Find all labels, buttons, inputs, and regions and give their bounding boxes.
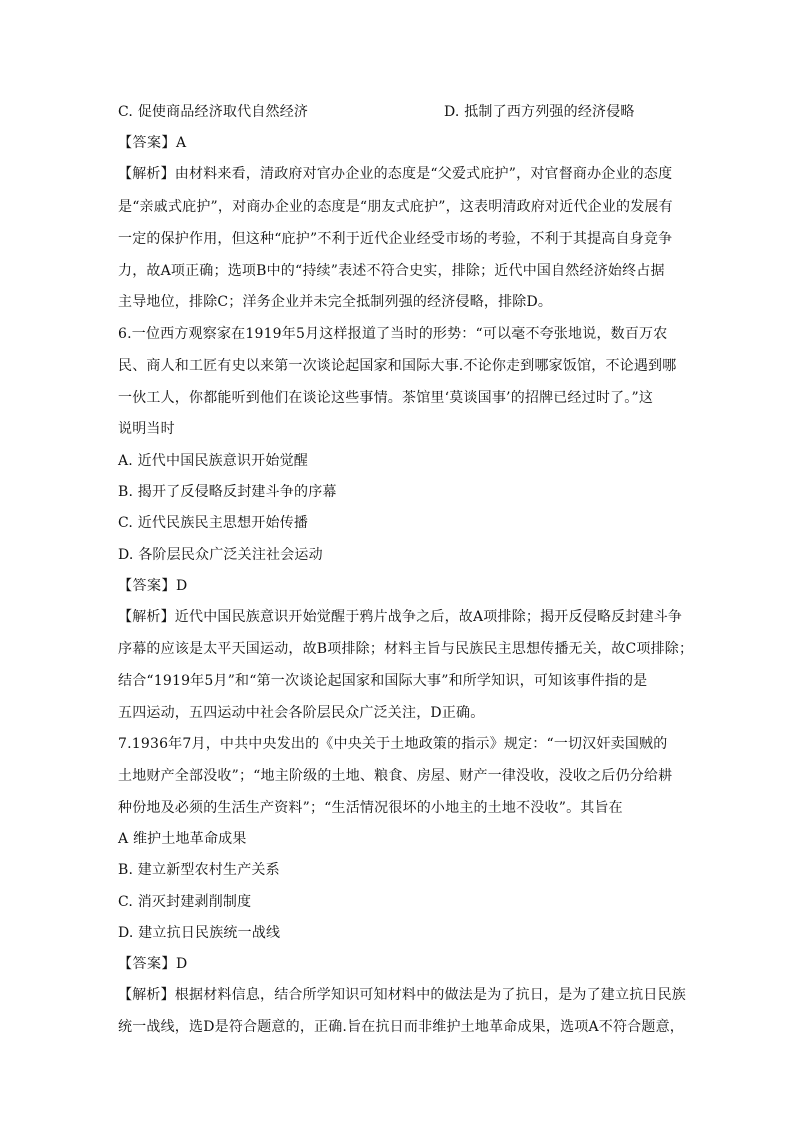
option-d: D. 建立抗日民族统一战线 — [118, 925, 281, 941]
option-c: C. 消灭封建剥削制度 — [118, 894, 252, 910]
answer-label: 【答案】A — [118, 135, 187, 151]
analysis-line: 结合“1919年5月”和“第一次谈论起国家和国际大事”和所学知识，可知该事件指的是 — [118, 673, 648, 689]
analysis-line: 一定的保护作用，但这种“庇护”不利于近代企业经受市场的考验，不利于其提高自身竞争 — [118, 231, 673, 247]
question-stem: 7.1936年7月，中共中央发出的《中央关于土地政策的指示》规定：“一切汉奸卖国贼的 — [118, 736, 668, 752]
option-c: C. 近代民族民主思想开始传播 — [118, 515, 309, 531]
analysis-line: 力，故A项正确；选项B中的“持续”表述不符合史实，排除；近代中国自然经济始终占据 — [118, 263, 665, 279]
option-c: C. 促使商品经济取代自然经济 — [118, 104, 309, 120]
analysis-line: 【解析】根据材料信息，结合所学知识可知材料中的做法是为了抗日，是为了建立抗日民族 — [118, 987, 686, 1003]
analysis-line: 序幕的应该是太平天国运动，故B项排除；材料主旨与民族民主思想传播无关，故C项排除； — [118, 641, 694, 657]
option-a: A 维护土地革命成果 — [118, 831, 247, 847]
analysis-line: 主导地位，排除C；洋务企业并未完全抵制列强的经济侵略，排除D。 — [118, 294, 553, 310]
question-stem: 土地财产全部没收”；“地主阶级的土地、粮食、房屋、财产一律没收，没收之后仍分给耕 — [118, 768, 673, 784]
option-b: B. 建立新型农村生产关系 — [118, 862, 280, 878]
option-d: D. 抵制了西方列强的经济侵略 — [444, 104, 635, 120]
analysis-line: 【解析】由材料来看，清政府对官办企业的态度是“父爱式庇护”，对官督商办企业的态度 — [118, 166, 673, 182]
option-b: B. 揭开了反侵略反封建斗争的序幕 — [118, 484, 337, 500]
question-stem: 6.一位西方观察家在1919年5月这样报道了当时的形势：“可以毫不夸张地说，数百万农 — [118, 326, 668, 342]
analysis-line: 是“亲戚式庇护”，对商办企业的态度是“朋友式庇护”，这表明清政府对近代企业的发展有 — [118, 199, 673, 215]
analysis-line: 五四运动，五四运动中社会各阶层民众广泛关注，D正确。 — [118, 705, 485, 721]
question-stem: 说明当时 — [118, 421, 175, 437]
question-stem: 种份地及必须的生活生产资料”；“生活情况很坏的小地主的土地不没收”。其旨在 — [118, 800, 623, 816]
question-stem: 民、商人和工匠有史以来第一次谈论起国家和国际大事.不论你走到哪家饭馆，不论遇到哪 — [118, 358, 677, 374]
question-stem: 一伙工人，你都能听到他们在谈论这些事情。茶馆里‘莫谈国事’的招牌已经过时了。”这 — [118, 390, 654, 406]
option-a: A. 近代中国民族意识开始觉醒 — [118, 453, 309, 469]
answer-label: 【答案】D — [118, 956, 188, 972]
analysis-line: 【解析】近代中国民族意识开始觉醒于鸦片战争之后，故A项排除；揭开反侵略反封建斗争 — [118, 609, 683, 625]
answer-label: 【答案】D — [118, 578, 188, 594]
option-d: D. 各阶层民众广泛关注社会运动 — [118, 547, 323, 563]
analysis-line: 统一战线，选D是符合题意的，正确.旨在抗日而非维护土地革命成果，选项A不符合题意， — [118, 1019, 684, 1035]
